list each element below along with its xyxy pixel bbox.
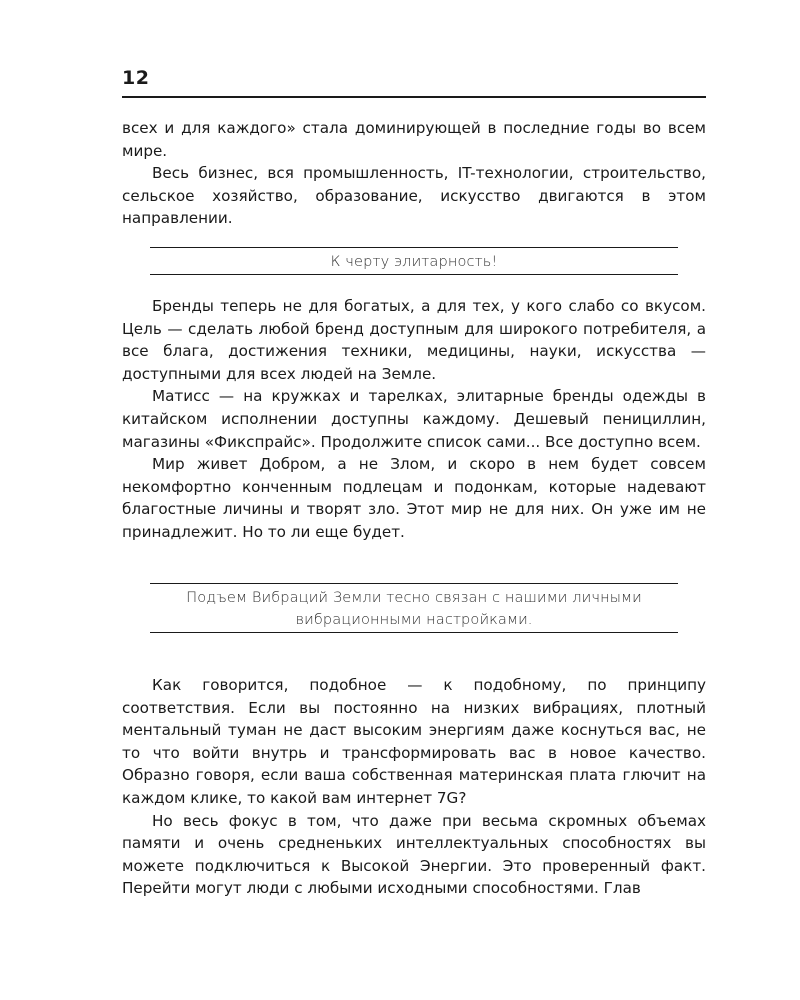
pull-quote-vibrations	[150, 583, 678, 633]
text-block-intro	[122, 117, 706, 230]
page-number: 12	[122, 67, 150, 89]
paragraph: Матисс — на кружках и тарелках, элитарные бренды одежды в китайском исполнении доступны каждому. Дешевый пенициллин, магазины «Фикспрайс». Продолжите список сами... Все доступно всем.	[122, 387, 706, 451]
paragraph: Весь бизнес, вся промышленность, IT-технологии, строительство, сельское хозяйство, образование, искусство двигаются в этом направлении.	[122, 164, 706, 228]
header-rule	[122, 96, 706, 98]
pull-quote-text: К черту элитарность!	[330, 253, 498, 270]
paragraph: Мир живет Добром, а не Злом, и скоро в нем будет совсем некомфортно конченным подлецам и подонкам, которые надевают благостные личины и творят зло. Этот мир не для них. Он уже им не принадлежит. Но то ли еще будет.	[122, 455, 706, 541]
paragraph: Но весь фокус в том, что даже при весьма скромных объемах памяти и очень средненьких интеллектуальных способностях вы можете подключиться к Высокой Энергии. Это проверенный факт. Перейти могут люди с любыми исходными способностями. Глав	[122, 811, 706, 898]
pull-quote-line-2: вибрационными настройками.	[295, 610, 533, 628]
paragraph: Бренды теперь не для богатых, а для тех, у кого слабо со вкусом. Цель — сделать любой бренд доступным для широкого потребителя, а все блага, достижения техники, медицины, науки, искусства — доступными для всех людей на Земле.	[122, 297, 706, 383]
text-block-vibrations	[122, 674, 706, 900]
text-block-brands	[122, 295, 706, 544]
paragraph: Как говорится, подобное — к подобному, по принципу соответствия. Если вы постоянно на низких вибрациях, плотный ментальный туман не даст высоким энергиям даже коснуться вас, не то что войти внутрь и трансформировать вас в новое качество. Образно говоря, если ваша собственная материнская плата глючит на каждом клике, то какой вам интернет 7G?	[122, 676, 706, 807]
pull-quote-line-1: Подъем Вибраций Земли тесно связан с нашими личными	[186, 589, 642, 606]
paragraph: всех и для каждого» стала доминирующей в последние годы во всем мире.	[122, 119, 706, 160]
pull-quote-elitism	[150, 247, 678, 275]
